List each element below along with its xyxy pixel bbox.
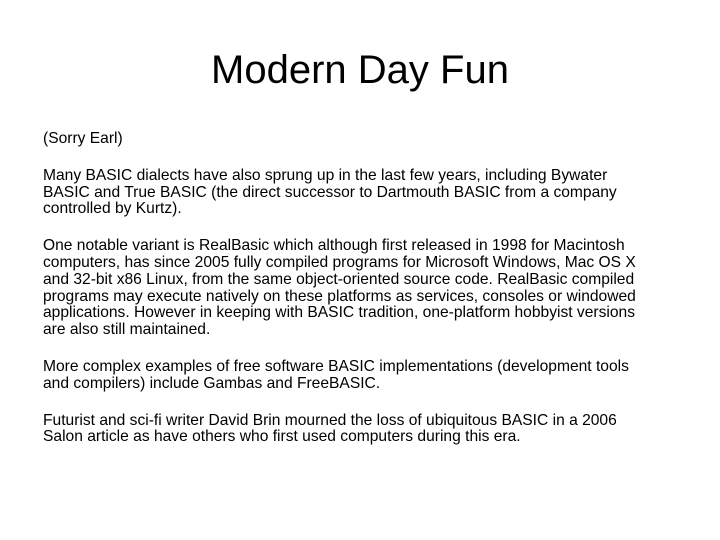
text-line: (Sorry Earl) xyxy=(43,130,123,147)
text-line: More complex examples of free software BASIC implementations (development tools xyxy=(43,357,629,375)
text-line: and 32-bit x86 Linux, from the same object-oriented source code. RealBasic compiled xyxy=(43,270,635,288)
text-line: are also still maintained. xyxy=(43,321,211,339)
slide-title: Modern Day Fun xyxy=(211,48,509,92)
paragraph-realbasic xyxy=(43,238,693,339)
paragraph-basic-dialects xyxy=(43,168,693,218)
text-line: computers, has since 2005 fully compiled programs for Microsoft Windows, Mac OS X xyxy=(43,253,636,271)
paragraph-david-brin xyxy=(43,413,693,447)
text-line: Futurist and sci-fi writer David Brin mourned the loss of ubiquitous BASIC in a 2006 xyxy=(43,411,617,429)
paragraph-sorry-earl xyxy=(43,131,693,148)
text-line: One notable variant is RealBasic which although first released in 1998 for Macintosh xyxy=(43,237,625,255)
text-line: and compilers) include Gambas and FreeBASIC. xyxy=(43,374,381,392)
text-line: Many BASIC dialects have also sprung up in the last few years, including Bywater xyxy=(43,166,608,184)
text-line: controlled by Kurtz). xyxy=(43,200,182,218)
text-line: BASIC and True BASIC (the direct successor to Dartmouth BASIC from a company xyxy=(43,183,617,201)
slide-body xyxy=(43,131,693,466)
paragraph-free-software xyxy=(43,359,693,393)
text-line: Salon article as have others who first used computers during this era. xyxy=(43,428,521,446)
text-line: applications. However in keeping with BASIC tradition, one-platform hobbyist versions xyxy=(43,304,635,322)
text-line: programs may execute natively on these platforms as services, consoles or windowed xyxy=(43,287,636,305)
